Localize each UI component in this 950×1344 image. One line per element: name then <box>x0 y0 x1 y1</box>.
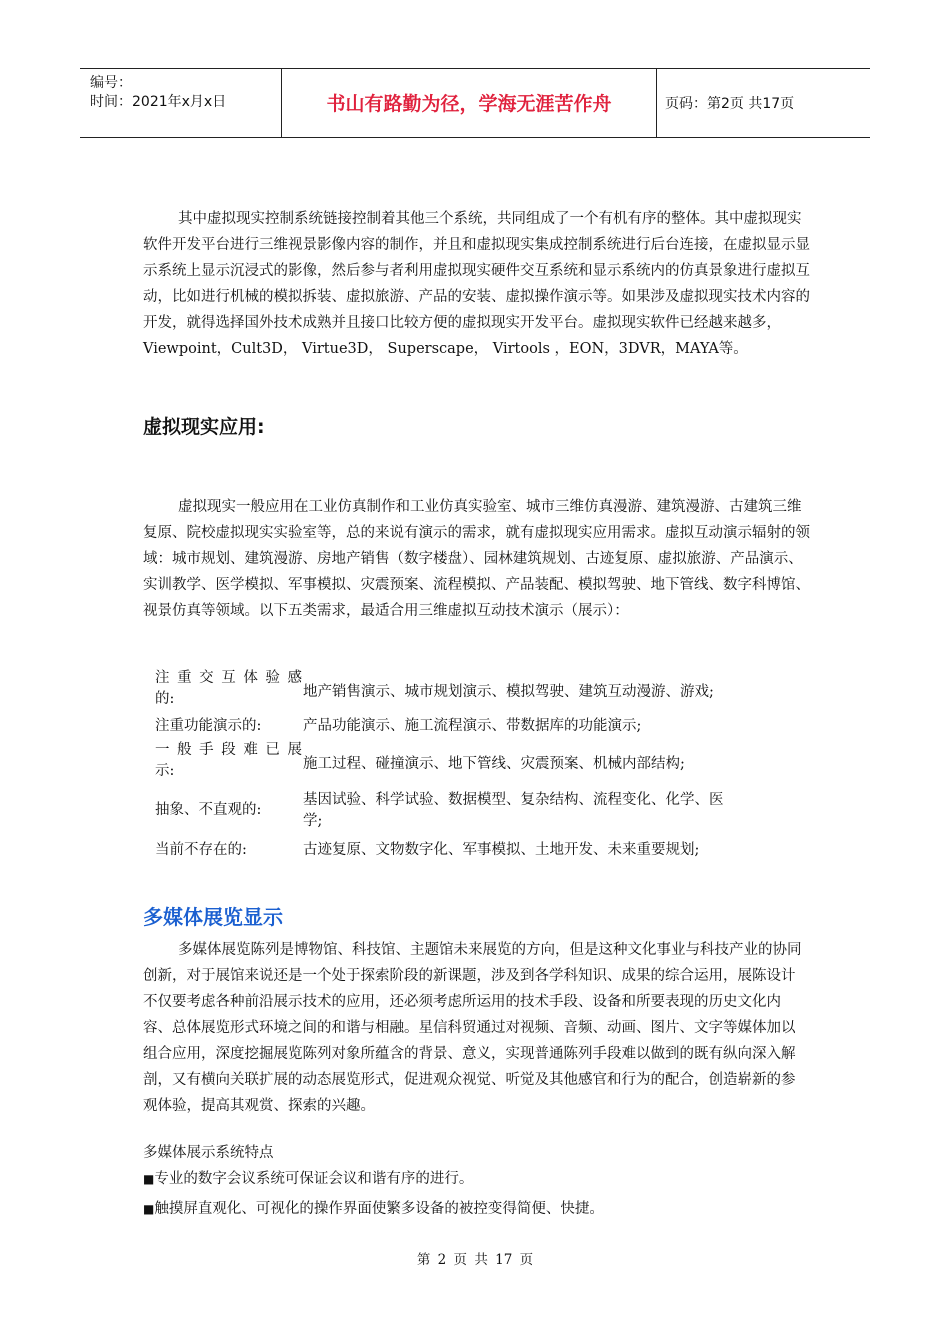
feature-text: 触摸屏直观化、可视化的操作界面使繁多设备的被控变得简便、快捷。 <box>154 1201 604 1217</box>
features-title: 多媒体展示系统特点 <box>143 1145 274 1161</box>
intro-paragraph: 其中虚拟现实控制系统链接控制着其他三个系统，共同组成了一个有机有序的整体。其中虚拟现实软件开发平台进行三维视景影像内容的制作，并且和虚拟现实集成控制系统进行后台连接，在虚拟显示显示系统上显示沉浸式的影像，然后参与者利用虚拟现实硬件交互系统和显示系统内的仿真景象进行虚拟互动，比如进行机械的模拟拆装、虚拟旅游、产品的安装、虚拟操作演示等。如果涉及虚拟现实技术内容的开发，就得选择国外技术成熟并且接口比较方便的虚拟现实开发平台。虚拟现实软件已经越来越多，Viewpoint，Cult3D， Virtue3D， Superscape， Virtools ，EON，3DVR，MAYA等。 <box>143 211 810 357</box>
table-row <box>143 786 803 838</box>
table-row-value: 产品功能演示、施工流程演示、带数据库的功能演示; <box>303 718 642 734</box>
black-square-bullet-icon: ■ <box>143 1172 155 1186</box>
vr-application-paragraph: 虚拟现实一般应用在工业仿真制作和工业仿真实验室、城市三维仿真漫游、建筑漫游、古建筑三维复原、院校虚拟现实实验室等，总的来说有演示的需求，就有虚拟现实应用需求。虚拟互动演示辐射的领域：城市规划、建筑漫游、房地产销售（数字楼盘）、园林建筑规划、古迹复原、虚拟旅游、产品演示、实训教学、医学模拟、军事模拟、灾震预案、流程模拟、产品装配、模拟驾驶、地下管线、数字科博馆、视景仿真等领域。以下五类需求，最适合用三维虚拟互动技术演示（展示）： <box>143 499 810 619</box>
feature-item <box>143 1196 813 1222</box>
table-row-value: 古迹复原、文物数字化、军事模拟、土地开发、未来重要规划; <box>303 842 700 858</box>
section-heading-multimedia: 多媒体展览显示 <box>143 905 283 929</box>
header-time-label: 时间：2021年x月x日 <box>90 94 227 110</box>
table-row-key: 注重功能演示的: <box>155 718 262 734</box>
section-heading-vr-application: 虚拟现实应用: <box>143 416 265 438</box>
table-row-value: 基因试验、科学试验、数据模型、复杂结构、流程变化、化学、医 学; <box>303 792 724 829</box>
feature-text: 专业的数字会议系统可保证会议和谐有序的进行。 <box>154 1171 474 1187</box>
feature-item <box>143 1166 813 1192</box>
table-row-value: 地产销售演示、城市规划演示、模拟驾驶、建筑互动漫游、游戏; <box>303 684 714 700</box>
page-footer: 第 2 页 共 17 页 <box>416 1252 534 1268</box>
page-header <box>80 68 870 138</box>
header-number-label: 编号： <box>90 75 132 91</box>
table-row-key: 注重交互体验感 的: <box>155 670 302 707</box>
multimedia-paragraph: 多媒体展览陈列是博物馆、科技馆、主题馆未来展览的方向，但是这种文化事业与科技产业的协同创新，对于展馆来说还是一个处于探索阶段的新课题，涉及到各学科知识、成果的综合运用，展陈设计不仅要考虑各种前沿展示技术的应用，还必须考虑所运用的技术手段、设备和所要表现的历史文化内容、总体展览形式环境之间的和谐与相融。星信科贸通过对视频、音频、动画、图片、文字等媒体加以组合应用，深度挖掘展览陈列对象所蕴含的背景、意义，实现普通陈列手段难以做到的既有纵向深入解剖，又有横向关联扩展的动态展览形式，促进观众视觉、听觉及其他感官和行为的配合，创造崭新的参观体验，提高其观赏、探索的兴趣。 <box>143 942 802 1114</box>
table-row-key: 当前不存在的: <box>155 842 247 858</box>
demo-needs-table <box>143 668 803 862</box>
black-square-bullet-icon: ■ <box>143 1202 155 1216</box>
header-meta <box>90 74 226 112</box>
header-page-label: 页码：第2页 共17页 <box>665 96 795 112</box>
table-row <box>143 714 803 738</box>
table-row <box>143 838 803 862</box>
table-row-value: 施工过程、碰撞演示、地下管线、灾震预案、机械内部结构; <box>303 756 685 772</box>
header-motto: 书山有路勤为径，学海无涯苦作舟 <box>326 93 612 115</box>
table-row-key: 抽象、不直观的: <box>155 802 262 818</box>
table-row <box>143 738 803 786</box>
table-row <box>143 668 803 714</box>
table-row-key: 一般手段难已展 示: <box>155 742 302 779</box>
header-divider <box>656 69 657 137</box>
